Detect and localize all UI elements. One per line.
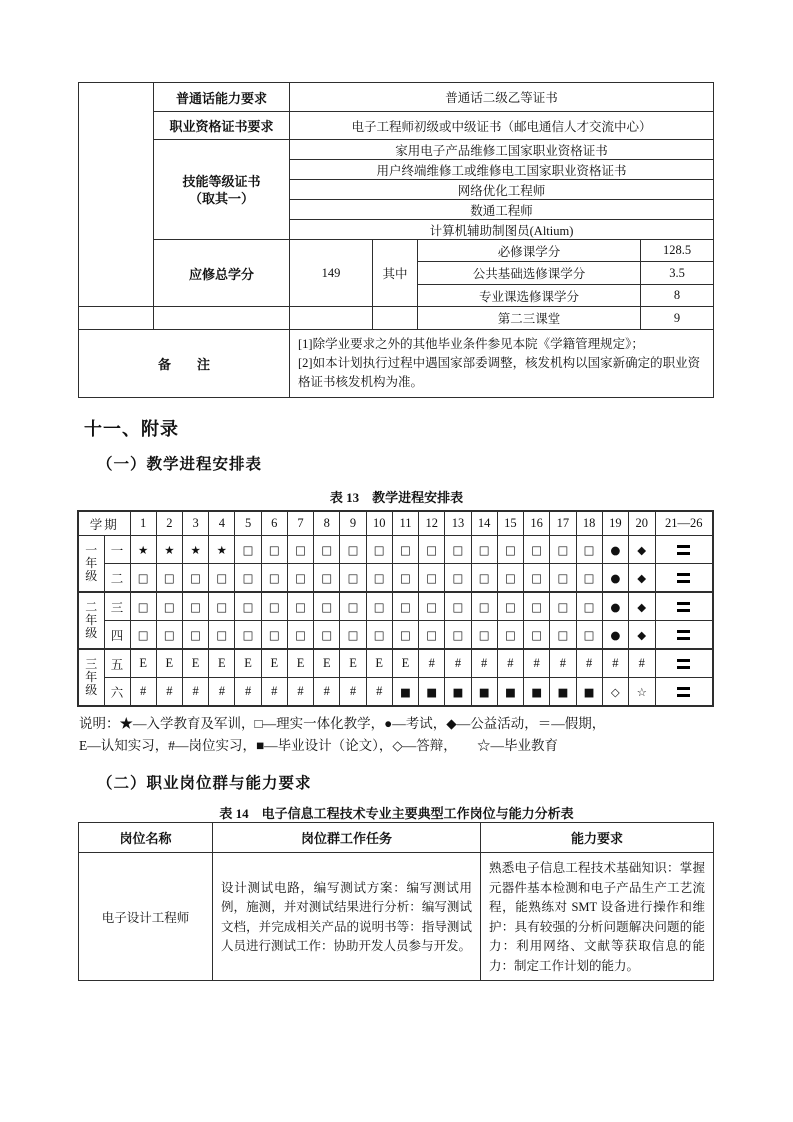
table13-caption: 表 13 教学进程安排表 [329, 490, 464, 505]
semester-cell: 一 [104, 536, 130, 564]
week-cell: □ [471, 564, 497, 593]
week-header-cell: 3 [182, 511, 208, 536]
position-name-header: 岗位名称 [79, 823, 213, 853]
week-cell: # [182, 678, 208, 707]
week-cell: # [576, 649, 602, 678]
week-cell: □ [576, 621, 602, 650]
week-cell: # [130, 678, 156, 707]
week-cell: ■ [576, 678, 602, 707]
week-cell: □ [209, 592, 235, 621]
holiday-symbol [677, 687, 690, 697]
appendix-heading: 十一、附录 [84, 419, 179, 439]
skill-cert-label-line2: （取其一） [188, 190, 254, 206]
week-cell: ☆ [628, 678, 655, 707]
abilities-cell: 熟悉电子信息工程技术基础知识：掌握元器件基本检测和电子产品生产工艺流程，能熟练对 SMT 设备进行操作和维护：具有较强的分析问题解决问题的能力：利用网络、文献等获取信息的能力：制定工作计划的能力。 [481, 853, 714, 981]
week-cell: E [366, 649, 392, 678]
week-header-cell: 12 [419, 511, 445, 536]
week-header-cell: 18 [576, 511, 602, 536]
week-cell: E [392, 649, 418, 678]
week-cell: □ [497, 564, 523, 593]
week-cell: ◆ [628, 536, 655, 564]
week-cell: □ [314, 536, 340, 564]
week-cell [655, 592, 713, 621]
credit-item-value: 9 [641, 307, 714, 330]
week-cell: □ [471, 592, 497, 621]
week-cell: □ [366, 592, 392, 621]
week-cell: □ [287, 564, 313, 593]
holiday-symbol [677, 630, 690, 640]
week-cell: # [471, 649, 497, 678]
week-cell: ● [602, 592, 628, 621]
week-cell: □ [209, 564, 235, 593]
skill-cert-option: 网络优化工程师 [290, 180, 714, 200]
week-cell: □ [497, 592, 523, 621]
week-cell: □ [392, 564, 418, 593]
week-cell: □ [314, 564, 340, 593]
skill-cert-label [154, 140, 290, 240]
schedule-legend [79, 713, 724, 757]
week-cell: □ [156, 564, 182, 593]
week-cell: □ [392, 536, 418, 564]
week-cell: # [445, 649, 471, 678]
semester-cell: 三 [104, 592, 130, 621]
week-cell: □ [471, 536, 497, 564]
tasks-cell: 设计测试电路，编写测试方案：编写测试用例，施测，并对测试结果进行分析：编写测试文档，并完成相关产品的说明书等：指导测试人员进行测试工作：协助开发人员参与开发。 [213, 853, 481, 981]
holiday-symbol [677, 602, 690, 612]
section1-heading: （一）教学进程安排表 [97, 456, 263, 473]
week-cell: ■ [524, 678, 550, 707]
week-cell: E [182, 649, 208, 678]
schedule-row [78, 621, 713, 650]
week-cell: □ [287, 592, 313, 621]
week-cell: ★ [209, 536, 235, 564]
week-cell: □ [156, 621, 182, 650]
week-cell: □ [576, 592, 602, 621]
remarks-line: [1]除学业要求之外的其他毕业条件参见本院《学籍管理规定》； [298, 337, 644, 351]
teaching-schedule-table [77, 510, 714, 707]
week-cell: ■ [445, 678, 471, 707]
week-cell: □ [340, 564, 366, 593]
week-cell: □ [156, 592, 182, 621]
abilities-header: 能力要求 [481, 823, 714, 853]
holiday-symbol [677, 545, 690, 555]
total-credits-value: 149 [290, 240, 373, 307]
among-label: 其中 [373, 240, 418, 307]
legend-line: E—认知实习，#—岗位实习，■—毕业设计（论文），◇—答辩， ☆—毕业教育 [79, 738, 559, 753]
week-header-cell: 15 [497, 511, 523, 536]
week-cell: # [602, 649, 628, 678]
remarks-content [290, 330, 714, 398]
week-header-cell: 20 [628, 511, 655, 536]
week-cell [655, 564, 713, 593]
schedule-row [78, 592, 713, 621]
legend-line: 说明：★—入学教育及军训，□—理实一体化教学，●—考试，◆—公益活动，＝—假期， [79, 716, 606, 731]
week-cell: □ [130, 592, 156, 621]
week-header-cell: 7 [287, 511, 313, 536]
skill-cert-option: 家用电子产品维修工国家职业资格证书 [290, 140, 714, 160]
week-cell: ◆ [628, 564, 655, 593]
week-cell: □ [524, 621, 550, 650]
week-cell: □ [340, 592, 366, 621]
week-header-cell: 17 [550, 511, 576, 536]
week-cell: □ [419, 536, 445, 564]
empty-cell [290, 307, 373, 330]
week-cell: ● [602, 536, 628, 564]
week-cell: □ [445, 592, 471, 621]
week-cell: ■ [497, 678, 523, 707]
total-credits-label: 应修总学分 [154, 240, 290, 307]
week-cell: # [235, 678, 261, 707]
credit-item-value: 3.5 [641, 262, 714, 285]
skill-cert-label-line1: 技能等级证书 [182, 173, 261, 189]
schedule-row [78, 564, 713, 593]
skill-cert-option: 用户终端维修工或维修电工国家职业资格证书 [290, 160, 714, 180]
credit-item-value: 128.5 [641, 240, 714, 262]
week-cell: □ [366, 621, 392, 650]
week-cell: □ [524, 592, 550, 621]
section2-heading: （二）职业岗位群与能力要求 [97, 775, 312, 792]
credit-item-label: 公共基础选修课学分 [418, 262, 641, 285]
week-cell: □ [550, 536, 576, 564]
week-cell: □ [182, 564, 208, 593]
week-cell: □ [550, 621, 576, 650]
week-cell: E [130, 649, 156, 678]
week-header-cell: 21—26 [655, 511, 713, 536]
week-header-cell: 9 [340, 511, 366, 536]
week-cell: □ [182, 621, 208, 650]
week-cell: □ [261, 592, 287, 621]
week-cell: # [340, 678, 366, 707]
week-header-cell: 4 [209, 511, 235, 536]
week-cell: □ [445, 564, 471, 593]
position-name-cell: 电子设计工程师 [79, 853, 213, 981]
week-cell: # [261, 678, 287, 707]
week-cell: □ [419, 564, 445, 593]
week-cell: □ [261, 536, 287, 564]
grade-cell: 一 年 级 [78, 536, 104, 593]
week-cell: E [340, 649, 366, 678]
week-header-cell: 2 [156, 511, 182, 536]
tasks-header: 岗位群工作任务 [213, 823, 481, 853]
week-cell: # [366, 678, 392, 707]
week-cell: □ [576, 564, 602, 593]
schedule-row [78, 536, 713, 564]
week-header-cell: 10 [366, 511, 392, 536]
week-cell: □ [287, 536, 313, 564]
week-header-cell: 8 [314, 511, 340, 536]
week-cell: # [497, 649, 523, 678]
week-cell: □ [576, 536, 602, 564]
week-cell: □ [287, 621, 313, 650]
table14-caption: 表 14 电子信息工程技术专业主要典型工作岗位与能力分析表 [219, 806, 574, 821]
week-cell: □ [550, 564, 576, 593]
week-cell: ◇ [602, 678, 628, 707]
credit-item-label: 第二三课堂 [418, 307, 641, 330]
week-cell: # [550, 649, 576, 678]
week-header-cell: 13 [445, 511, 471, 536]
schedule-body [78, 511, 713, 706]
week-cell: ◆ [628, 621, 655, 650]
week-cell: □ [235, 621, 261, 650]
week-cell: □ [419, 621, 445, 650]
vocational-cert-value: 电子工程师初级或中级证书（邮电通信人才交流中心） [290, 112, 714, 140]
week-cell: # [287, 678, 313, 707]
week-cell: # [314, 678, 340, 707]
week-cell: # [419, 649, 445, 678]
week-cell: □ [392, 621, 418, 650]
week-cell: □ [235, 564, 261, 593]
week-cell: E [261, 649, 287, 678]
week-cell: ■ [419, 678, 445, 707]
credit-item-label: 专业课选修课学分 [418, 285, 641, 307]
week-cell: □ [340, 621, 366, 650]
week-cell [655, 649, 713, 678]
schedule-header-row [78, 511, 713, 536]
week-cell: ■ [471, 678, 497, 707]
week-cell: □ [497, 536, 523, 564]
week-cell: # [628, 649, 655, 678]
week-cell: E [235, 649, 261, 678]
skill-cert-option: 数通工程师 [290, 200, 714, 220]
week-cell: □ [524, 564, 550, 593]
week-cell: □ [471, 621, 497, 650]
week-header-cell: 16 [524, 511, 550, 536]
vocational-cert-label: 职业资格证书要求 [154, 112, 290, 140]
week-cell: ■ [392, 678, 418, 707]
mandarin-requirement-label: 普通话能力要求 [154, 83, 290, 112]
job-positions-table [78, 822, 714, 981]
week-cell: □ [340, 536, 366, 564]
week-cell: ★ [182, 536, 208, 564]
week-cell: □ [445, 536, 471, 564]
week-cell: □ [261, 564, 287, 593]
week-cell [655, 678, 713, 707]
semester-corner-cell: 学期 [78, 511, 130, 536]
schedule-row [78, 678, 713, 707]
week-cell: □ [550, 592, 576, 621]
week-header-cell: 1 [130, 511, 156, 536]
week-cell: □ [314, 621, 340, 650]
week-cell: ■ [550, 678, 576, 707]
grade-cell: 三 年 级 [78, 649, 104, 706]
week-header-cell: 5 [235, 511, 261, 536]
week-cell: □ [524, 536, 550, 564]
remarks-line: [2]如本计划执行过程中遇国家部委调整，核发机构以国家新确定的职业资格证书核发机构为准。 [298, 356, 701, 389]
mandarin-requirement-value: 普通话二级乙等证书 [290, 83, 714, 112]
semester-cell: 四 [104, 621, 130, 650]
week-header-cell: 6 [261, 511, 287, 536]
semester-cell: 二 [104, 564, 130, 593]
week-header-cell: 14 [471, 511, 497, 536]
credit-item-value: 8 [641, 285, 714, 307]
skill-cert-option: 计算机辅助制图员(Altium) [290, 220, 714, 240]
week-cell: □ [366, 536, 392, 564]
week-cell: □ [366, 564, 392, 593]
credit-item-label: 必修课学分 [418, 240, 641, 262]
empty-cell [154, 307, 290, 330]
left-continuation-cell [79, 307, 154, 330]
schedule-row [78, 649, 713, 678]
week-cell: □ [182, 592, 208, 621]
week-cell: □ [209, 621, 235, 650]
week-cell: ★ [130, 536, 156, 564]
week-cell [655, 536, 713, 564]
week-cell: E [314, 649, 340, 678]
week-cell: ● [602, 564, 628, 593]
week-cell: # [524, 649, 550, 678]
week-header-cell: 11 [392, 511, 418, 536]
remarks-label: 备 注 [79, 330, 290, 398]
empty-cell [373, 307, 418, 330]
week-cell: □ [130, 621, 156, 650]
holiday-symbol [677, 573, 690, 583]
week-cell: E [156, 649, 182, 678]
week-cell: ● [602, 621, 628, 650]
week-cell: E [209, 649, 235, 678]
week-cell: □ [314, 592, 340, 621]
week-cell [655, 621, 713, 650]
week-cell: ★ [156, 536, 182, 564]
holiday-symbol [677, 659, 690, 669]
week-cell: ◆ [628, 592, 655, 621]
week-header-cell: 19 [602, 511, 628, 536]
graduation-requirements-table [78, 82, 714, 398]
week-cell: □ [497, 621, 523, 650]
week-cell: □ [261, 621, 287, 650]
grade-cell: 二 年 级 [78, 592, 104, 649]
week-cell: □ [235, 592, 261, 621]
semester-cell: 五 [104, 649, 130, 678]
left-continuation-cell [79, 83, 154, 307]
week-cell: □ [419, 592, 445, 621]
week-cell: # [156, 678, 182, 707]
week-cell: □ [445, 621, 471, 650]
week-cell: □ [130, 564, 156, 593]
week-cell: □ [392, 592, 418, 621]
week-cell: □ [235, 536, 261, 564]
semester-cell: 六 [104, 678, 130, 707]
week-cell: # [209, 678, 235, 707]
week-cell: E [287, 649, 313, 678]
